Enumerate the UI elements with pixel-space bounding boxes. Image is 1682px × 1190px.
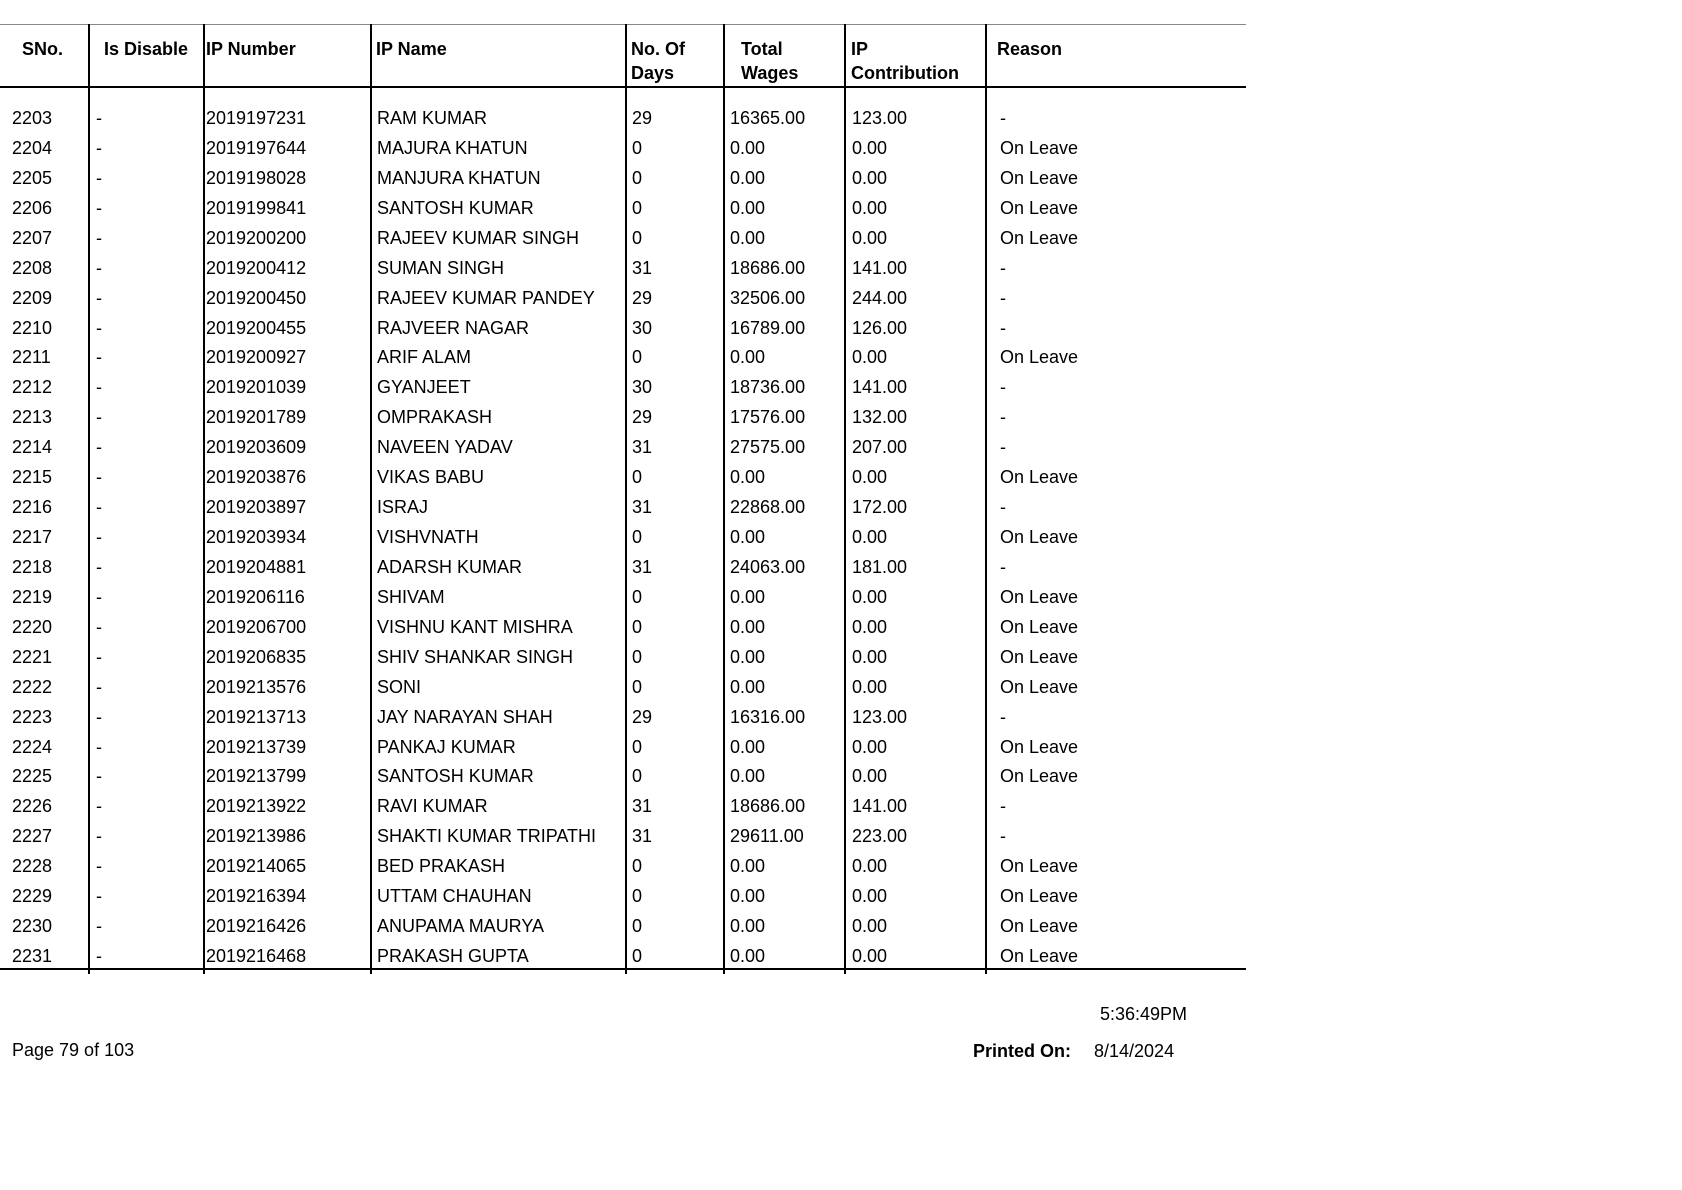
- cell-ip-name: MAJURA KHATUN: [377, 138, 528, 158]
- cell-is-disable: -: [96, 886, 102, 906]
- cell-total-wages: 0.00: [730, 228, 766, 248]
- cell-ip-name: BED PRAKASH: [377, 856, 506, 876]
- cell-total-wages: 17576.00: [730, 407, 806, 427]
- cell-is-disable: -: [96, 677, 102, 697]
- header-ip-contribution-line1: IP: [851, 39, 869, 59]
- cell-ip-contribution: 0.00: [852, 168, 888, 188]
- cell-reason: On Leave: [1000, 886, 1079, 906]
- cell-reason: -: [1000, 557, 1006, 577]
- cell-ip-number: 2019213739: [206, 737, 307, 757]
- cell-is-disable: -: [96, 497, 102, 517]
- cell-no-of-days: 0: [632, 916, 643, 936]
- cell-ip-name: RAJEEV KUMAR SINGH: [377, 228, 580, 248]
- cell-no-of-days: 0: [632, 228, 643, 248]
- cell-is-disable: -: [96, 198, 102, 218]
- cell-ip-number: 2019214065: [206, 856, 307, 876]
- cell-reason: -: [1000, 497, 1006, 517]
- cell-no-of-days: 0: [632, 946, 643, 966]
- cell-no-of-days: 31: [632, 258, 653, 278]
- cell-ip-contribution: 0.00: [852, 527, 888, 547]
- cell-ip-number: 2019213713: [206, 707, 307, 727]
- cell-ip-contribution: 0.00: [852, 916, 888, 936]
- cell-reason: -: [1000, 407, 1006, 427]
- cell-reason: On Leave: [1000, 617, 1079, 637]
- cell-reason: On Leave: [1000, 347, 1079, 367]
- cell-reason: On Leave: [1000, 856, 1079, 876]
- cell-reason: -: [1000, 437, 1006, 457]
- cell-ip-name: PANKAJ KUMAR: [377, 737, 516, 757]
- cell-ip-number: 2019200412: [206, 258, 307, 278]
- cell-ip-contribution: 244.00: [852, 288, 908, 308]
- cell-ip-contribution: 132.00: [852, 407, 908, 427]
- cell-sno: 2230: [12, 916, 53, 936]
- page-number: Page 79 of 103: [12, 1040, 135, 1060]
- cell-sno: 2221: [12, 647, 53, 667]
- cell-is-disable: -: [96, 856, 102, 876]
- cell-ip-number: 2019198028: [206, 168, 307, 188]
- cell-ip-contribution: 0.00: [852, 946, 888, 966]
- header-ip-number: IP Number: [206, 39, 296, 59]
- cell-sno: 2219: [12, 587, 53, 607]
- cell-is-disable: -: [96, 108, 102, 128]
- cell-total-wages: 16789.00: [730, 318, 806, 338]
- cell-reason: -: [1000, 796, 1006, 816]
- cell-ip-contribution: 172.00: [852, 497, 908, 517]
- cell-sno: 2203: [12, 108, 53, 128]
- cell-sno: 2228: [12, 856, 53, 876]
- printed-on-date: 8/14/2024: [1094, 1041, 1175, 1061]
- cell-is-disable: -: [96, 557, 102, 577]
- cell-ip-number: 2019216394: [206, 886, 307, 906]
- header-no-of-days-line2: Days: [631, 63, 675, 83]
- cell-reason: -: [1000, 258, 1006, 278]
- cell-no-of-days: 29: [632, 407, 653, 427]
- cell-ip-number: 2019200200: [206, 228, 307, 248]
- cell-ip-number: 2019206700: [206, 617, 307, 637]
- cell-sno: 2206: [12, 198, 53, 218]
- header-sno: SNo.: [22, 39, 64, 59]
- cell-ip-contribution: 0.00: [852, 347, 888, 367]
- cell-no-of-days: 0: [632, 527, 643, 547]
- column-divider: [203, 24, 205, 974]
- cell-ip-name: VIKAS BABU: [377, 467, 485, 487]
- cell-reason: On Leave: [1000, 737, 1079, 757]
- cell-no-of-days: 31: [632, 497, 653, 517]
- cell-ip-name: SHIV SHANKAR SINGH: [377, 647, 574, 667]
- header-total-wages: [741, 37, 798, 85]
- column-divider: [844, 24, 846, 974]
- cell-ip-number: 2019200927: [206, 347, 307, 367]
- cell-ip-contribution: 123.00: [852, 108, 908, 128]
- cell-total-wages: 0.00: [730, 168, 766, 188]
- cell-total-wages: 0.00: [730, 856, 766, 876]
- cell-ip-name: ANUPAMA MAURYA: [377, 916, 545, 936]
- cell-total-wages: 0.00: [730, 916, 766, 936]
- cell-total-wages: 16316.00: [730, 707, 806, 727]
- cell-sno: 2227: [12, 826, 53, 846]
- column-divider: [370, 24, 372, 974]
- header-total-wages-line1: Total: [741, 39, 783, 59]
- cell-ip-contribution: 141.00: [852, 258, 908, 278]
- cell-ip-contribution: 0.00: [852, 886, 888, 906]
- cell-no-of-days: 29: [632, 108, 653, 128]
- cell-ip-name: NAVEEN YADAV: [377, 437, 513, 457]
- cell-is-disable: -: [96, 347, 102, 367]
- cell-sno: 2229: [12, 886, 53, 906]
- header-reason: Reason: [997, 39, 1063, 59]
- cell-no-of-days: 0: [632, 677, 643, 697]
- cell-ip-name: SANTOSH KUMAR: [377, 198, 534, 218]
- cell-sno: 2208: [12, 258, 53, 278]
- cell-ip-number: 2019197644: [206, 138, 307, 158]
- cell-is-disable: -: [96, 617, 102, 637]
- cell-sno: 2214: [12, 437, 53, 457]
- cell-ip-number: 2019203876: [206, 467, 307, 487]
- header-total-wages-line2: Wages: [741, 63, 799, 83]
- cell-ip-number: 2019206116: [206, 587, 305, 607]
- cell-ip-name: PRAKASH GUPTA: [377, 946, 529, 966]
- header-ip-name: IP Name: [376, 39, 447, 59]
- cell-ip-name: SONI: [377, 677, 422, 697]
- cell-reason: -: [1000, 707, 1006, 727]
- cell-reason: -: [1000, 288, 1006, 308]
- cell-reason: -: [1000, 826, 1006, 846]
- column-divider: [88, 24, 90, 974]
- cell-ip-contribution: 0.00: [852, 737, 888, 757]
- cell-ip-contribution: 223.00: [852, 826, 908, 846]
- cell-total-wages: 0.00: [730, 347, 766, 367]
- cell-no-of-days: 31: [632, 557, 653, 577]
- cell-sno: 2213: [12, 407, 53, 427]
- cell-ip-number: 2019197231: [206, 108, 307, 128]
- cell-ip-name: RAVI KUMAR: [377, 796, 488, 816]
- table-top-rule: [0, 24, 1246, 25]
- cell-no-of-days: 0: [632, 168, 643, 188]
- header-bottom-rule: [0, 86, 1246, 88]
- cell-ip-name: RAM KUMAR: [377, 108, 488, 128]
- cell-ip-number: 2019203897: [206, 497, 307, 517]
- cell-reason: On Leave: [1000, 138, 1079, 158]
- printed-on-label: Printed On:: [973, 1041, 1071, 1061]
- cell-ip-name: SHAKTI KUMAR TRIPATHI: [377, 826, 597, 846]
- cell-ip-number: 2019200450: [206, 288, 307, 308]
- cell-ip-name: OMPRAKASH: [377, 407, 493, 427]
- cell-total-wages: 29611.00: [730, 826, 804, 846]
- cell-sno: 2211: [12, 347, 51, 367]
- cell-no-of-days: 0: [632, 856, 643, 876]
- cell-no-of-days: 0: [632, 766, 643, 786]
- cell-ip-number: 2019213922: [206, 796, 307, 816]
- cell-ip-contribution: 141.00: [852, 377, 908, 397]
- cell-ip-contribution: 141.00: [852, 796, 908, 816]
- cell-total-wages: 24063.00: [730, 557, 806, 577]
- cell-sno: 2220: [12, 617, 53, 637]
- cell-sno: 2231: [12, 946, 53, 966]
- cell-total-wages: 27575.00: [730, 437, 806, 457]
- cell-ip-name: VISHVNATH: [377, 527, 479, 547]
- cell-sno: 2216: [12, 497, 53, 517]
- cell-total-wages: 0.00: [730, 677, 766, 697]
- cell-no-of-days: 0: [632, 138, 643, 158]
- printed-time: 5:36:49PM: [1100, 1004, 1188, 1024]
- header-ip-contribution-line2: Contribution: [851, 63, 959, 83]
- cell-sno: 2207: [12, 228, 53, 248]
- cell-ip-number: 2019213799: [206, 766, 307, 786]
- cell-no-of-days: 29: [632, 288, 653, 308]
- cell-is-disable: -: [96, 258, 102, 278]
- cell-no-of-days: 30: [632, 318, 653, 338]
- cell-total-wages: 0.00: [730, 617, 766, 637]
- cell-ip-contribution: 0.00: [852, 766, 888, 786]
- cell-total-wages: 0.00: [730, 198, 766, 218]
- cell-is-disable: -: [96, 826, 102, 846]
- cell-ip-name: SANTOSH KUMAR: [377, 766, 534, 786]
- cell-ip-name: SUMAN SINGH: [377, 258, 505, 278]
- cell-ip-contribution: 0.00: [852, 228, 888, 248]
- column-divider: [723, 24, 725, 974]
- header-is-disable: Is Disable: [104, 39, 189, 59]
- cell-total-wages: 18736.00: [730, 377, 806, 397]
- cell-reason: On Leave: [1000, 228, 1079, 248]
- cell-no-of-days: 31: [632, 437, 653, 457]
- cell-no-of-days: 31: [632, 826, 653, 846]
- cell-total-wages: 32506.00: [730, 288, 806, 308]
- column-divider: [985, 24, 987, 974]
- cell-ip-number: 2019201789: [206, 407, 307, 427]
- cell-no-of-days: 0: [632, 617, 643, 637]
- cell-no-of-days: 0: [632, 737, 643, 757]
- cell-reason: On Leave: [1000, 766, 1079, 786]
- cell-reason: On Leave: [1000, 916, 1079, 936]
- cell-no-of-days: 0: [632, 198, 643, 218]
- cell-ip-contribution: 0.00: [852, 198, 888, 218]
- cell-is-disable: -: [96, 527, 102, 547]
- cell-no-of-days: 31: [632, 796, 653, 816]
- cell-sno: 2225: [12, 766, 53, 786]
- cell-total-wages: 0.00: [730, 647, 766, 667]
- cell-total-wages: 22868.00: [730, 497, 806, 517]
- cell-sno: 2204: [12, 138, 53, 158]
- cell-reason: On Leave: [1000, 587, 1079, 607]
- cell-ip-name: UTTAM CHAUHAN: [377, 886, 532, 906]
- cell-ip-contribution: 0.00: [852, 856, 888, 876]
- cell-ip-name: RAJVEER NAGAR: [377, 318, 530, 338]
- cell-ip-number: 2019213576: [206, 677, 307, 697]
- cell-no-of-days: 0: [632, 886, 643, 906]
- cell-sno: 2210: [12, 318, 53, 338]
- cell-ip-number: 2019199841: [206, 198, 307, 218]
- cell-total-wages: 16365.00: [730, 108, 806, 128]
- cell-reason: On Leave: [1000, 198, 1079, 218]
- cell-is-disable: -: [96, 647, 102, 667]
- cell-is-disable: -: [96, 228, 102, 248]
- cell-ip-contribution: 0.00: [852, 617, 888, 637]
- cell-ip-contribution: 0.00: [852, 677, 888, 697]
- cell-sno: 2205: [12, 168, 53, 188]
- cell-reason: On Leave: [1000, 677, 1079, 697]
- cell-is-disable: -: [96, 437, 102, 457]
- header-no-of-days: [631, 37, 685, 85]
- cell-ip-name: GYANJEET: [377, 377, 471, 397]
- cell-reason: On Leave: [1000, 467, 1079, 487]
- cell-ip-contribution: 207.00: [852, 437, 908, 457]
- cell-is-disable: -: [96, 766, 102, 786]
- cell-ip-name: ISRAJ: [377, 497, 429, 517]
- cell-no-of-days: 0: [632, 587, 643, 607]
- cell-ip-number: 2019203609: [206, 437, 307, 457]
- cell-sno: 2212: [12, 377, 53, 397]
- cell-reason: On Leave: [1000, 168, 1079, 188]
- cell-is-disable: -: [96, 707, 102, 727]
- cell-ip-name: SHIVAM: [377, 587, 445, 607]
- cell-is-disable: -: [96, 377, 102, 397]
- header-no-of-days-line1: No. Of: [631, 39, 685, 59]
- cell-sno: 2209: [12, 288, 53, 308]
- cell-sno: 2226: [12, 796, 53, 816]
- table-bottom-rule: [0, 968, 1246, 970]
- cell-ip-contribution: 0.00: [852, 467, 888, 487]
- cell-no-of-days: 0: [632, 467, 643, 487]
- cell-total-wages: 18686.00: [730, 796, 806, 816]
- cell-is-disable: -: [96, 318, 102, 338]
- cell-total-wages: 0.00: [730, 766, 766, 786]
- cell-ip-number: 2019201039: [206, 377, 307, 397]
- cell-total-wages: 0.00: [730, 527, 766, 547]
- cell-is-disable: -: [96, 407, 102, 427]
- cell-total-wages: 0.00: [730, 467, 766, 487]
- cell-ip-contribution: 0.00: [852, 587, 888, 607]
- cell-ip-name: ADARSH KUMAR: [377, 557, 523, 577]
- cell-ip-contribution: 181.00: [852, 557, 908, 577]
- cell-sno: 2223: [12, 707, 53, 727]
- cell-reason: On Leave: [1000, 527, 1079, 547]
- cell-is-disable: -: [96, 168, 102, 188]
- cell-ip-name: JAY NARAYAN SHAH: [377, 707, 553, 727]
- cell-is-disable: -: [96, 916, 102, 936]
- cell-is-disable: -: [96, 737, 102, 757]
- cell-reason: On Leave: [1000, 946, 1079, 966]
- cell-no-of-days: 30: [632, 377, 653, 397]
- cell-sno: 2224: [12, 737, 53, 757]
- cell-total-wages: 0.00: [730, 138, 766, 158]
- cell-ip-number: 2019216468: [206, 946, 307, 966]
- cell-ip-name: ARIF ALAM: [377, 347, 472, 367]
- cell-is-disable: -: [96, 946, 102, 966]
- cell-ip-contribution: 0.00: [852, 647, 888, 667]
- cell-is-disable: -: [96, 288, 102, 308]
- cell-total-wages: 0.00: [730, 946, 766, 966]
- cell-reason: -: [1000, 108, 1006, 128]
- cell-sno: 2222: [12, 677, 53, 697]
- cell-ip-number: 2019200455: [206, 318, 307, 338]
- cell-is-disable: -: [96, 796, 102, 816]
- cell-sno: 2218: [12, 557, 53, 577]
- header-ip-contribution: [851, 37, 959, 85]
- cell-ip-number: 2019206835: [206, 647, 307, 667]
- cell-ip-number: 2019216426: [206, 916, 307, 936]
- cell-total-wages: 0.00: [730, 886, 766, 906]
- cell-ip-contribution: 0.00: [852, 138, 888, 158]
- column-divider: [625, 24, 627, 974]
- cell-ip-contribution: 126.00: [852, 318, 908, 338]
- cell-total-wages: 0.00: [730, 737, 766, 757]
- cell-total-wages: 18686.00: [730, 258, 806, 278]
- cell-sno: 2217: [12, 527, 53, 547]
- cell-ip-contribution: 123.00: [852, 707, 908, 727]
- cell-reason: -: [1000, 318, 1006, 338]
- cell-ip-number: 2019213986: [206, 826, 307, 846]
- cell-ip-number: 2019204881: [206, 557, 307, 577]
- cell-no-of-days: 0: [632, 347, 643, 367]
- cell-sno: 2215: [12, 467, 53, 487]
- cell-reason: -: [1000, 377, 1006, 397]
- cell-ip-name: RAJEEV KUMAR PANDEY: [377, 288, 595, 308]
- cell-no-of-days: 29: [632, 707, 653, 727]
- cell-ip-number: 2019203934: [206, 527, 307, 547]
- cell-is-disable: -: [96, 587, 102, 607]
- cell-total-wages: 0.00: [730, 587, 766, 607]
- cell-no-of-days: 0: [632, 647, 643, 667]
- cell-reason: On Leave: [1000, 647, 1079, 667]
- cell-is-disable: -: [96, 467, 102, 487]
- cell-ip-name: MANJURA KHATUN: [377, 168, 541, 188]
- cell-ip-name: VISHNU KANT MISHRA: [377, 617, 573, 637]
- cell-is-disable: -: [96, 138, 102, 158]
